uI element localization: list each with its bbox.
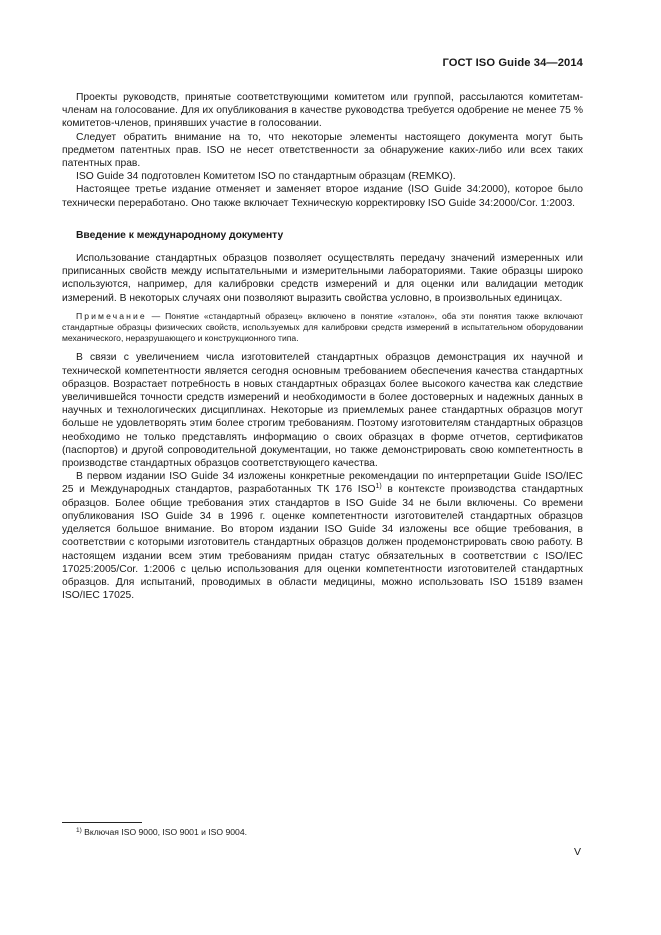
document-header: ГОСТ ISO Guide 34—2014 bbox=[442, 57, 583, 69]
preface-paragraph: Следует обратить внимание на то, что некоторые элементы настоящего документа могут быть предметом патентных прав. ISO не несет ответственности за обнаружение каких-либо или всех таких патентных прав. bbox=[62, 131, 583, 170]
preface-paragraph: Настоящее третье издание отменяет и заменяет второе издание (ISO Guide 34:2000), которое было технически переработано. Оно также включает Техническую корректировку ISO Guide 34:2000/Cor. 1:2003. bbox=[62, 184, 583, 209]
note-label: Примечание bbox=[76, 310, 147, 321]
intro-paragraph bbox=[62, 470, 583, 602]
footnote-ref[interactable]: 1) bbox=[375, 483, 382, 491]
page-body bbox=[62, 91, 583, 602]
note bbox=[62, 311, 583, 345]
note-text: — Понятие «стандартный образец» включено в понятие «эталон», оба эти понятия также включают стандартные образцы физических свойств, используемых для калибровки средств измерений в испытательном оборудовании механического, неразрушающего и конструкционного типа. bbox=[62, 310, 583, 344]
preface-paragraph: ISO Guide 34 подготовлен Комитетом ISO по стандартным образцам (REMKO). bbox=[76, 171, 456, 183]
footnote bbox=[76, 827, 247, 838]
intro-paragraph: Использование стандартных образцов позволяет осуществлять передачу значений измеренных или приписанных свойств между испытательными и измерительными лабораториями. Такие образцы широко используются, например, для калибровки средств измерений и для оценки или валидации методик измерений. В некоторых случаях они позволяют выразить свойства условно, в произвольных единицах. bbox=[62, 253, 583, 304]
preface-paragraph: Проекты руководств, принятые соответствующими комитетом или группой, рассылаются комитетам-членам на голосование. Для их опубликования в качестве руководства требуется одобрение не менее 75 % комитетов-членов, принявших участие в голосовании. bbox=[62, 92, 583, 130]
footnote-marker: 1) bbox=[76, 827, 82, 834]
paragraph-text: В первом издании ISO Guide 34 изложены конкретные рекомендации по интерпретации Guide ISO/IEC 25 и Международных стандартов, разработанных ТК 176 ISO bbox=[62, 471, 583, 496]
footnote-divider bbox=[62, 822, 142, 823]
footnote-text: Включая ISO 9000, ISO 9001 и ISO 9004. bbox=[81, 827, 247, 837]
intro-paragraph: В связи с увеличением числа изготовителей стандартных образцов демонстрация их научной и технической компетентности является сегодня основным требованием обеспечения качества стандартных образцов. Возрастает потребность в новых стандартных образцах более высокого качества как следствие увеличившейся точности средств измерений и необходимости в более достоверных и надежных данных в научных и технологических дисциплинах. Некоторые из приемлемых ранее стандартных образцов могут больше не удовлетворять этим более строгим требованиям. Поэтому изготовителям стандартных образцов необходимо не только представлять информацию о своих образцах в форме отчетов, сертификатов (паспортов) и другой сопроводительной документации, но также демонстрировать свою компетентность в производстве стандартных образцов соответствующего качества. bbox=[62, 352, 583, 470]
paragraph-text: в контексте производства стандартных образцов. Более общие требования этих стандартов в ISO Guide 34 не были включены. Со времени опубликования ISO Guide 34 в 1996 г. оценке компетентности изготовителей стандартных образцов уделяется большое внимание. Во втором издании ISO Guide 34 изложены все общие требования, в соответствии с которыми изготовитель стандартных образцов должен продемонстрировать свою работу. В настоящем издании всем этим требованиям придан статус обязательных в соответствии с ISO/IEC 17025:2005/Cor. 1:2006 с целью использования для оценки компетентности изготовителей стандартных образцов. Для испытаний, проводимых в области медицины, можно использовать ISO 15189 взамен ISO/IEC 17025. bbox=[62, 484, 583, 602]
page-number: V bbox=[573, 846, 581, 858]
section-heading: Введение к международному документу bbox=[76, 229, 284, 241]
